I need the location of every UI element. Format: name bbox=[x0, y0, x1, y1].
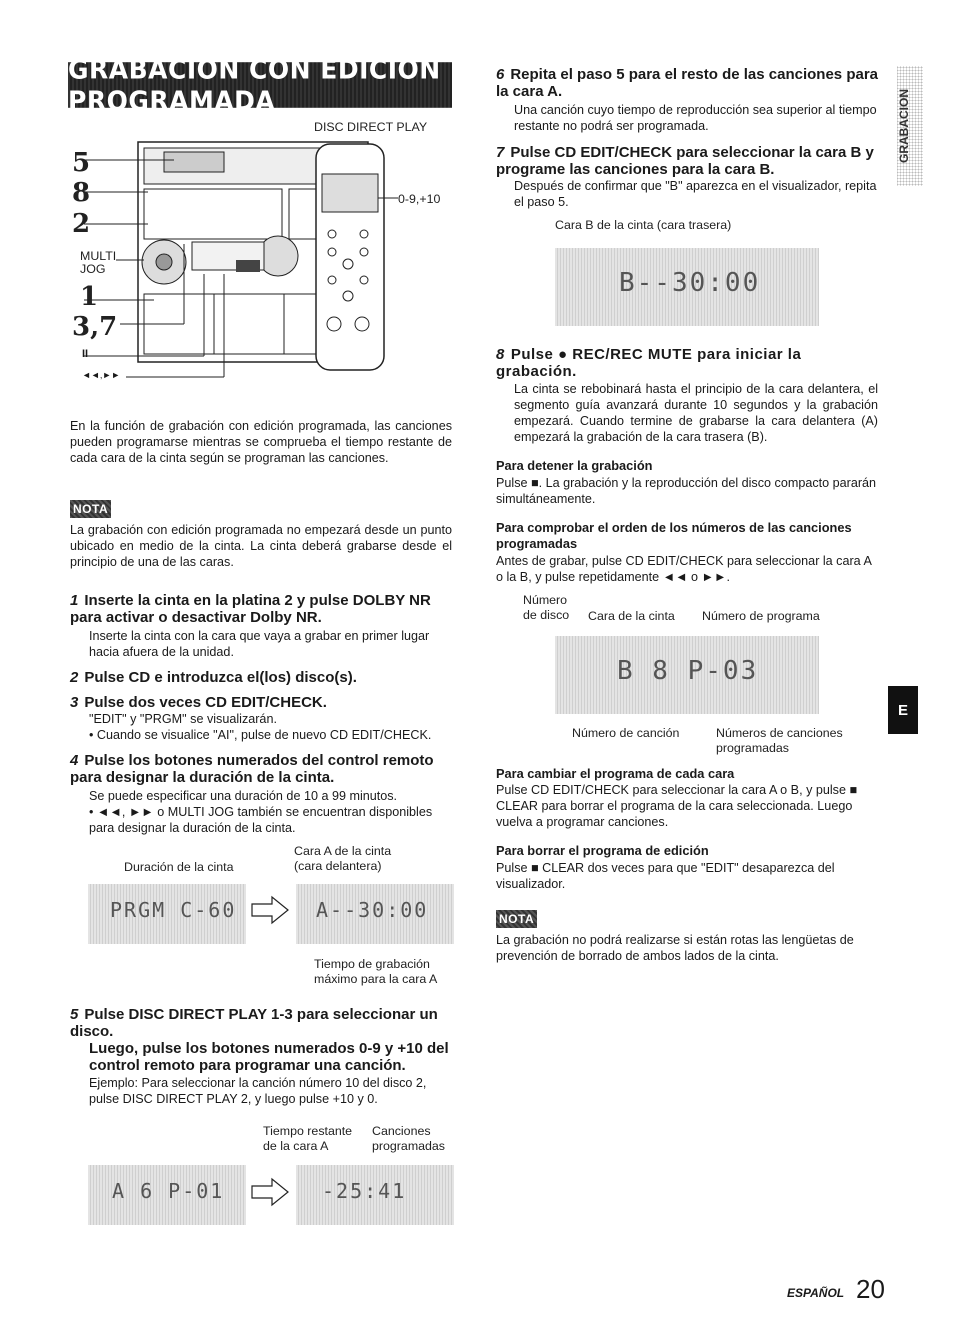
step-7-title: 7 Pulse CD EDIT/CHECK para seleccionar la cara B y programe las canciones para la cara B. bbox=[496, 144, 874, 178]
step-4-bullet: • ◄◄, ►► o MULTI JOG también se encuentran disponibles para designar la duración de la cinta. bbox=[89, 805, 433, 835]
lcd-display-side-a: A--30:00 bbox=[296, 884, 454, 944]
subsection-stop-title: Para detener la grabación bbox=[496, 458, 653, 473]
page-number: 20 bbox=[856, 1274, 885, 1304]
display-tape-side-label: Cara de la cinta bbox=[588, 609, 675, 623]
step-2-title: 2 Pulse CD e introduzca el(los) disco(s). bbox=[70, 669, 357, 686]
intro-paragraph: En la función de grabación con edición programada, las canciones pueden programarse mientras se comprueba el tiempo restante de cada cara de la cinta según se programan las canciones. bbox=[70, 419, 452, 465]
callout-pause: II bbox=[82, 348, 89, 360]
display-song-count-label: Números de canciones programadas bbox=[716, 726, 843, 755]
language-tab: E bbox=[888, 686, 918, 734]
lcd-display-duration: PRGM C-60 bbox=[88, 884, 246, 944]
step-4-body: Se puede especificar una duración de 10 a 99 minutos. bbox=[89, 789, 398, 803]
section-side-tab: GRABACION bbox=[897, 66, 923, 186]
callout-8: 8 bbox=[72, 178, 91, 208]
lcd-display-program: A 6 P-01 bbox=[88, 1165, 246, 1225]
page-title: GRABACION CON EDICION PROGRAMADA bbox=[68, 62, 452, 107]
callout-5: 5 bbox=[72, 148, 91, 178]
display-max-time-label: Tiempo de grabación máximo para la cara A bbox=[314, 957, 438, 986]
step-5-title: 5 Pulse DISC DIRECT PLAY 1-3 para seleccionar un disco. bbox=[70, 1006, 438, 1040]
step-8-title: 8 Pulse ● REC/REC MUTE para iniciar la grabación. bbox=[496, 346, 802, 380]
subsection-clear-title: Para borrar el programa de edición bbox=[496, 843, 709, 858]
subsection-change-title: Para cambiar el programa de cada cara bbox=[496, 766, 735, 781]
step-6-title: 6 Repita el paso 5 para el resto de las canciones para la cara A. bbox=[496, 66, 879, 100]
display-programmed-label: Canciones programadas bbox=[372, 1124, 446, 1153]
step-3-body: "EDIT" y "PRGM" se visualizarán. bbox=[89, 712, 277, 726]
display-tape-side-a-label: Cara A de la cinta (cara delantera) bbox=[294, 844, 392, 873]
display-disc-number-label: Número de disco bbox=[523, 593, 570, 622]
step-5-body: Ejemplo: Para seleccionar la canción número 10 del disco 2, pulse DISC DIRECT PLAY 2, y luego pulse +10 y 0. bbox=[89, 1076, 427, 1106]
subsection-stop-text: Pulse ■. La grabación y la reproducción del disco compacto pararán simultáneamente. bbox=[496, 476, 877, 506]
callout-3-7: 3,7 bbox=[72, 312, 118, 342]
step-1-body: Inserte la cinta con la cara que vaya a grabar en primer lugar hacia afuera de la unidad. bbox=[89, 629, 430, 659]
disc-direct-play-label: DISC DIRECT PLAY bbox=[314, 120, 428, 134]
nota-text: La grabación no podrá realizarse si están rotas las lengüetas de prevención de borrado de ambos lados de la cinta. bbox=[496, 933, 854, 963]
step-1-title: 1 Inserte la cinta en la platina 2 y pulse DOLBY NR para activar o desactivar Dolby NR. bbox=[70, 592, 431, 626]
lcd-display-side-b: B--30:00 bbox=[555, 248, 819, 326]
lcd-display-check: B 8 P-03 bbox=[555, 636, 819, 714]
arrow-right-icon bbox=[250, 895, 290, 925]
step-7-body: Después de confirmar que "B" aparezca en el visualizador, repita el paso 5. bbox=[514, 179, 877, 209]
step-3-bullet: • Cuando se visualice "AI", pulse de nuevo CD EDIT/CHECK. bbox=[89, 728, 432, 742]
device-diagram bbox=[64, 134, 464, 384]
footer-language: ESPAÑOL bbox=[787, 1286, 845, 1300]
display-program-number-label: Número de programa bbox=[702, 609, 820, 623]
nota-text: La grabación con edición programada no empezará desde un punto ubicado en medio de la cinta. La cinta deberá grabarse desde el principio de una de las caras. bbox=[70, 523, 452, 569]
display-remaining-label: Tiempo restante de la cara A bbox=[263, 1124, 353, 1153]
step-8-body: La cinta se rebobinará hasta el principio de la cara delantera, el segmento guía avanzará durante 10 segundos y la grabación empezará. Cuando termine de grabarse la cara delantera (A) empezará la grabación de la cara trasera (B). bbox=[514, 382, 878, 444]
subsection-clear-text: Pulse ■ CLEAR dos veces para que "EDIT" desaparezca del visualizador. bbox=[496, 861, 835, 891]
step-6-body: Una canción cuyo tiempo de reproducción sea superior al tiempo restante no podrá ser programada. bbox=[514, 103, 877, 133]
display-side-b-label: Cara B de la cinta (cara trasera) bbox=[555, 218, 732, 232]
callout-multi-jog: MULTI JOG bbox=[80, 249, 117, 276]
subsection-change-text: Pulse CD EDIT/CHECK para seleccionar la cara A o B, y pulse ■ CLEAR para borrar el programa de la cara seleccionada. Luego vuelva a programar canciones. bbox=[496, 783, 858, 829]
nota-badge: NOTA bbox=[70, 500, 111, 518]
display-song-number-label: Número de canción bbox=[572, 726, 680, 740]
lcd-display-remaining: -25:41 bbox=[296, 1165, 454, 1225]
subsection-check-title: Para comprobar el orden de los números de las canciones programadas bbox=[496, 520, 852, 551]
nota-badge: NOTA bbox=[496, 910, 537, 928]
step-5-title-2: Luego, pulse los botones numerados 0-9 y +10 del control remoto para programar una canción. bbox=[89, 1040, 449, 1074]
callout-0-9-10: 0-9,+10 bbox=[398, 192, 441, 206]
callout-skip: ◄◄,►► bbox=[82, 370, 121, 380]
step-4-title: 4 Pulse los botones numerados del control remoto para designar la duración de la cinta. bbox=[70, 752, 434, 786]
callout-2: 2 bbox=[72, 209, 91, 239]
arrow-right-icon bbox=[250, 1177, 290, 1207]
subsection-check-text: Antes de grabar, pulse CD EDIT/CHECK para seleccionar la cara A o la B, y pulse repetidamente ◄◄ o ►►. bbox=[496, 554, 872, 584]
callout-1: 1 bbox=[80, 282, 99, 312]
step-3-title: 3 Pulse dos veces CD EDIT/CHECK. bbox=[70, 694, 327, 711]
display-tape-duration-label: Duración de la cinta bbox=[124, 860, 234, 874]
